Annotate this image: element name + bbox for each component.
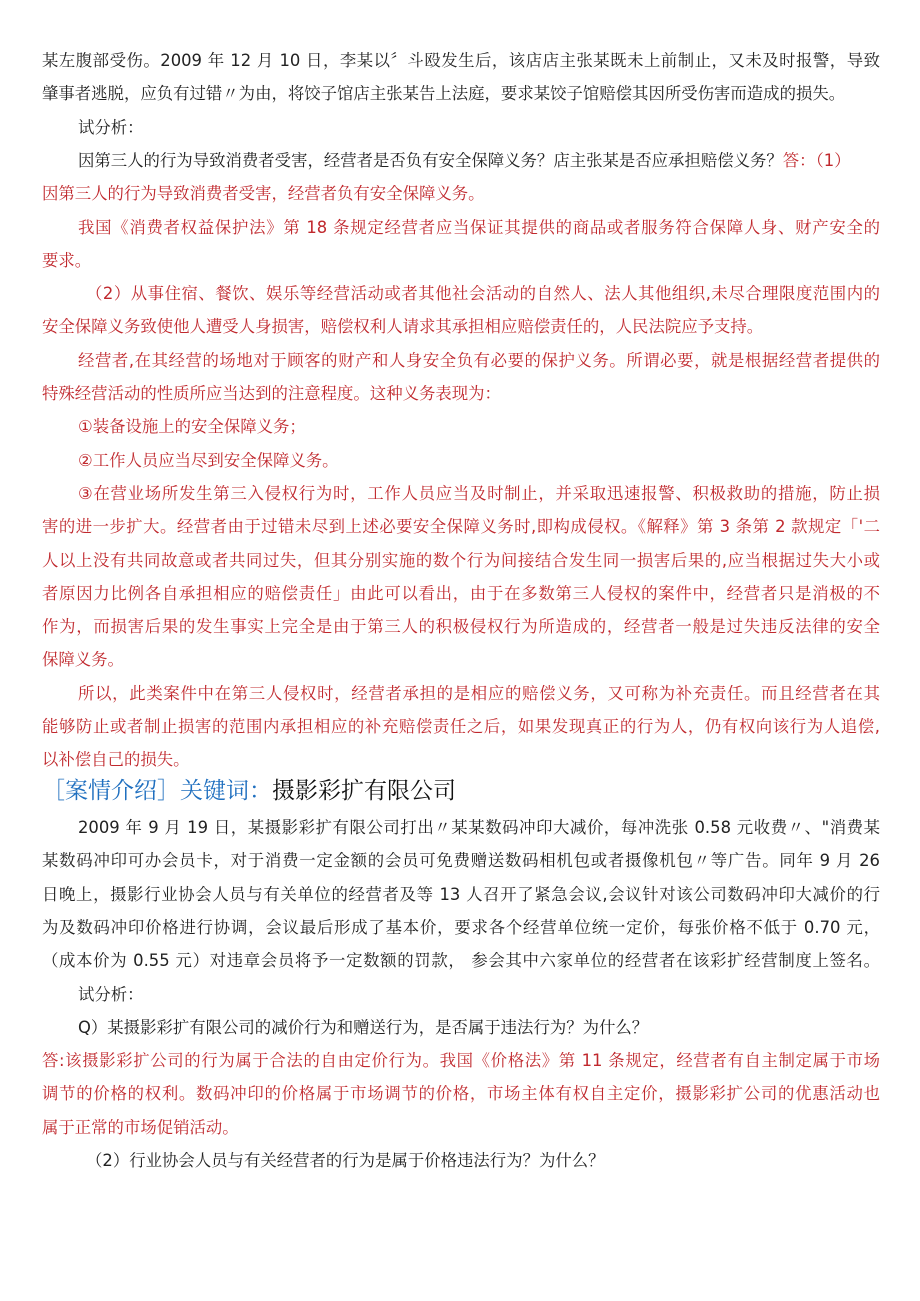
text-line [42, 1077, 880, 1111]
text-line [86, 1144, 880, 1178]
text-line [78, 477, 880, 511]
line-text: 调节的价格的权利。数码冲印的价格属于市场调节的价格，市场主体有权自主定价，摄影彩扩公司的优惠活动也 [42, 1084, 880, 1104]
text-line [42, 544, 880, 578]
line-text: ①装备设施上的安全保障义务； [78, 417, 306, 437]
text-line [78, 410, 880, 444]
answer-label: 答：（1） [782, 150, 851, 170]
text-line [78, 811, 880, 845]
line-text: 某数码冲印可办会员卡，对于消费一定金额的会员可免费赠送数码相机包或者摄像机包〃等广告。同年 9 月 26 [42, 851, 880, 871]
text-line [42, 44, 880, 78]
line-text: 2009 年 9 月 19 日，某摄影彩扩有限公司打出〃某某数码冲印大减价，每冲洗张 0.58 元收费〃、"消费某 [78, 818, 880, 837]
line-text: 为及数码冲印价格进行协调，会议最后形成了基本价，要求各个经营单位统一定价，每张价格不低于 0.70 元， [42, 917, 880, 937]
line-text: 试分析： [78, 117, 144, 137]
text-line [78, 978, 880, 1012]
line-text: ②工作人员应当尽到安全保障义务。 [78, 450, 339, 470]
text-line [42, 377, 880, 411]
line-text: （2）行业协会人员与有关经营者的行为是属于价格违法行为？为什么？ [86, 1151, 605, 1170]
text-line [42, 1111, 880, 1145]
line-text: 因第三人的行为导致消费者受害，经营者负有安全保障义务。 [42, 184, 485, 204]
text-line [42, 710, 880, 744]
line-text: 害的进一步扩大。经营者由于过错未尽到上述必要安全保障义务时,即构成侵权。《解释》第 3 条第 2 款规定「'二 [42, 517, 880, 537]
line-text: 特殊经营活动的性质所应当达到的注意程度。这种义务表现为： [42, 384, 501, 403]
line-text: 所以，此类案件中在第三人侵权时，经营者承担的是相应的赔偿义务，又可称为补充责任。而且经营者在其 [78, 683, 880, 703]
line-text: 属于正常的市场促销活动。 [42, 1117, 239, 1137]
text-line [42, 1044, 880, 1078]
line-text: 作为，而损害后果的发生事实上完全是由于第三人的积极侵权行为所造成的，经营者一般是过失违反法律的安全 [42, 617, 880, 637]
text-line [42, 844, 880, 878]
line-text: 某左腹部受伤。2009 年 12 月 10 日，李某以〞斗殴发生后，该店店主张某既未上前制止，又未及时报警，导致 [42, 51, 880, 70]
line-text: 我国《消费者权益保护法》第 18 条规定经营者应当保证其提供的商品或者服务符合保障人身、财产安全的 [78, 217, 880, 237]
line-text: 日晚上，摄影行业协会人员与有关单位的经营者及等 13 人召开了紧急会议,会议针对该公司数码冲印大减价的行 [42, 884, 880, 904]
line-text: 以补偿自己的损失。 [42, 750, 190, 770]
text-line [42, 310, 880, 344]
text-line [78, 1011, 880, 1045]
line-text: 肇事者逃脱，应负有过错〃为由，将饺子馆店主张某告上法庭，要求某饺子馆赔偿其因所受伤害而造成的损失。 [42, 84, 846, 104]
line-text: （2）从事住宿、餐饮、娱乐等经营活动或者其他社会活动的自然人、法人其他组织,未尽合理限度范围内的 [86, 284, 880, 304]
text-line [86, 277, 880, 311]
line-text: 保障义务。 [42, 650, 124, 670]
text-line [42, 911, 880, 945]
text-line [78, 211, 880, 245]
line-text: 者原因力比例各自承担相应的赔偿责任」由此可以看出，由于在多数第三人侵权的案件中，经营者只是消极的不 [42, 583, 880, 603]
text-line [78, 677, 880, 711]
case-heading [42, 771, 456, 811]
keyword-label: 关键词： [180, 778, 272, 804]
text-line [42, 177, 880, 211]
text-line [42, 577, 880, 611]
text-line [78, 444, 880, 478]
line-text: 能够防止或者制止损害的范围内承担相应的补充赔偿责任之后，如果发现真正的行为人，仍有权向该行为人追偿, [42, 717, 880, 736]
line-text: ③在营业场所发生第三入侵权行为时，工作人员应当及时制止，并采取迅速报警、积极救助的措施，防止损 [78, 483, 880, 503]
case-tag: ［案情介绍］ [42, 778, 180, 804]
line-text: （成本价为 0.55 元）对违章会员将予一定数额的罚款， 参会其中六家单位的经营者在该彩扩经营制度上签名。 [42, 951, 880, 971]
text-line [78, 344, 880, 378]
line-text: 要求。 [42, 250, 92, 270]
line-text: 安全保障义务致使他人遭受人身损害，赔偿权利人请求其承担相应赔偿责任的，人民法院应予支持。 [42, 317, 764, 337]
line-text: 经营者,在其经营的场地对于顾客的财产和人身安全负有必要的保护义务。所谓必要，就是根据经营者提供的 [78, 350, 880, 370]
text-line [42, 510, 880, 544]
text-line [42, 77, 880, 111]
line-text: Q）某摄影彩扩有限公司的减价行为和赠送行为，是否属于违法行为？为什么？ [78, 1017, 649, 1037]
text-line [78, 144, 880, 178]
line-text: 答:该摄影彩扩公司的行为属于合法的自由定价行为。我国《价格法》第 11 条规定，经营者有自主制定属于市场 [42, 1051, 880, 1071]
case-title: 摄影彩扩有限公司 [272, 778, 456, 804]
text-line [42, 643, 880, 677]
text-line [42, 244, 880, 278]
text-line [78, 111, 880, 145]
text-line [42, 878, 880, 912]
line-text: 因第三人的行为导致消费者受害，经营者是否负有安全保障义务？店主张某是否应承担赔偿义务？ [78, 150, 783, 170]
line-text: 试分析： [78, 984, 144, 1004]
text-line [42, 610, 880, 644]
line-text: 人以上没有共同故意或者共同过失，但其分别实施的数个行为间接结合发生同一损害后果的,应当根据过失大小或 [42, 550, 880, 570]
text-line [42, 944, 880, 978]
